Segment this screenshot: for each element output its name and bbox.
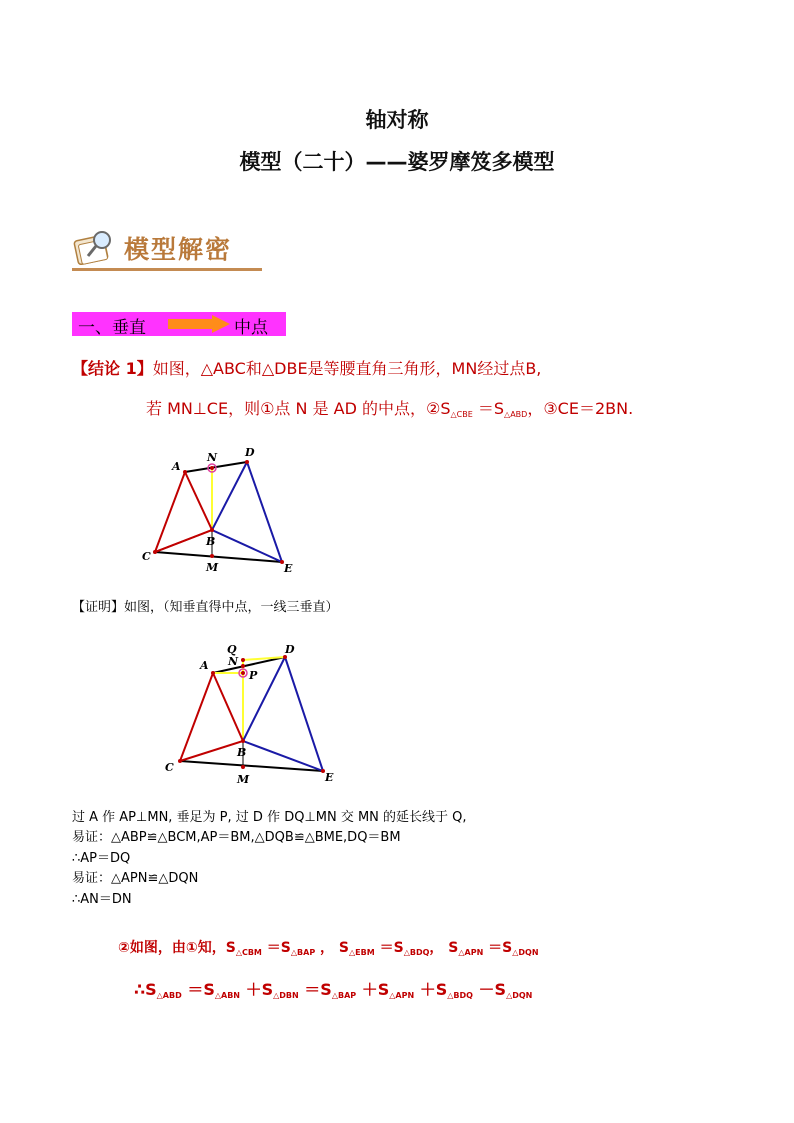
step2-line-1 bbox=[118, 937, 539, 957]
conclusion-text-2b: ＝S bbox=[472, 399, 505, 418]
equation-operator: ， S bbox=[315, 940, 350, 956]
equation-operator: ＝S bbox=[298, 980, 332, 999]
area-subscript: △ABD bbox=[504, 410, 528, 419]
label-d: D bbox=[245, 446, 255, 459]
triangle-dbe bbox=[212, 462, 282, 562]
label-n: N bbox=[228, 655, 239, 668]
area-subscript: △BAP bbox=[331, 991, 357, 1000]
label-b: B bbox=[206, 535, 216, 548]
area-subscript: △EBM bbox=[349, 948, 375, 957]
proof-line: ∴AN＝DN bbox=[72, 892, 132, 907]
label-m: M bbox=[206, 561, 219, 574]
label-b: B bbox=[237, 746, 247, 759]
proof-line: 过 A 作 AP⊥MN, 垂足为 P, 过 D 作 DQ⊥MN 交 MN 的延长线于 Q, bbox=[72, 810, 467, 825]
conclusion-line-2 bbox=[146, 396, 633, 419]
label-e: E bbox=[284, 562, 293, 575]
label-m: M bbox=[237, 773, 250, 786]
equation-operator: ＋S bbox=[356, 980, 390, 999]
label-e: E bbox=[325, 771, 334, 784]
conclusion-text-1: 如图，△ABC和△DBE是等腰直角三角形，MN经过点B, bbox=[152, 359, 542, 378]
label-p: P bbox=[249, 669, 258, 682]
equation-symbol: S bbox=[225, 940, 236, 956]
triangle-abc bbox=[180, 673, 243, 761]
area-subscript: △APN bbox=[389, 991, 415, 1000]
label-d: D bbox=[285, 643, 295, 656]
conclusion-text-2a: 若 MN⊥CE，则①点 N 是 AD 的中点，②S bbox=[146, 399, 451, 418]
area-subscript: △APN bbox=[458, 948, 484, 957]
conclusion-line-1 bbox=[72, 356, 541, 379]
conclusion-text-2c: ，③CE＝2BN. bbox=[527, 399, 634, 418]
label-a: A bbox=[200, 659, 209, 672]
area-subscript: △CBM bbox=[235, 948, 262, 957]
step2-line-2 bbox=[134, 977, 532, 1000]
equation-operator: ＝S bbox=[261, 940, 291, 956]
notebook-magnifier-icon bbox=[72, 228, 118, 268]
proof-heading: 【证明】如图，（知垂直得中点，一线三垂直） bbox=[72, 600, 339, 615]
label-c: C bbox=[142, 550, 151, 563]
section-left-label: 一、垂直 bbox=[78, 318, 146, 338]
geometry-figure-1 bbox=[130, 440, 310, 580]
section-right-label: 中点 bbox=[234, 318, 268, 338]
proof-line: ∴AP＝DQ bbox=[72, 851, 131, 866]
equation-operator: ＋S bbox=[414, 980, 448, 999]
proof-line: 易证：△APN≌△DQN bbox=[72, 871, 199, 886]
equation-operator: ＝S bbox=[374, 940, 404, 956]
area-subscript: △CBE bbox=[450, 410, 473, 419]
area-subscript: △ABN bbox=[214, 991, 240, 1000]
geometry-figure-2 bbox=[155, 635, 355, 790]
equation-operator: －S bbox=[472, 980, 507, 999]
area-subscript: △DBN bbox=[273, 991, 299, 1000]
area-subscript: △ABD bbox=[156, 991, 182, 1000]
area-subscript: △BAP bbox=[290, 948, 316, 957]
equation-operator: ＝S bbox=[483, 940, 513, 956]
section-header bbox=[72, 312, 286, 336]
equation-operator: ＝S bbox=[181, 980, 215, 999]
arrow-right-icon bbox=[168, 315, 230, 333]
banner-label: 模型解密 bbox=[124, 235, 233, 264]
banner-underline bbox=[72, 268, 262, 271]
equation-operator: ， S bbox=[429, 940, 459, 956]
page-title: 轴对称 bbox=[365, 108, 429, 132]
proof-line: 易证：△ABP≌△BCM,AP＝BM,△DQB≌△BME,DQ＝BM bbox=[72, 830, 401, 845]
label-q: Q bbox=[227, 643, 237, 656]
conclusion-tag: 【结论 1】 bbox=[72, 359, 153, 378]
area-subscript: △BDQ bbox=[447, 991, 473, 1000]
step2-terms-1 bbox=[226, 940, 539, 956]
label-n: N bbox=[207, 451, 218, 464]
equation-symbol: ∴S bbox=[134, 980, 157, 999]
label-a: A bbox=[172, 460, 181, 473]
area-subscript: △DQN bbox=[512, 948, 539, 957]
area-subscript: △BDQ bbox=[403, 948, 430, 957]
label-c: C bbox=[165, 761, 174, 774]
section-banner bbox=[72, 226, 262, 272]
step2-prefix: ②如图，由①知， bbox=[118, 940, 226, 956]
equation-operator: ＋S bbox=[240, 980, 274, 999]
area-subscript: △DQN bbox=[506, 991, 533, 1000]
page-subtitle: 模型（二十）——婆罗摩笈多模型 bbox=[239, 150, 555, 174]
